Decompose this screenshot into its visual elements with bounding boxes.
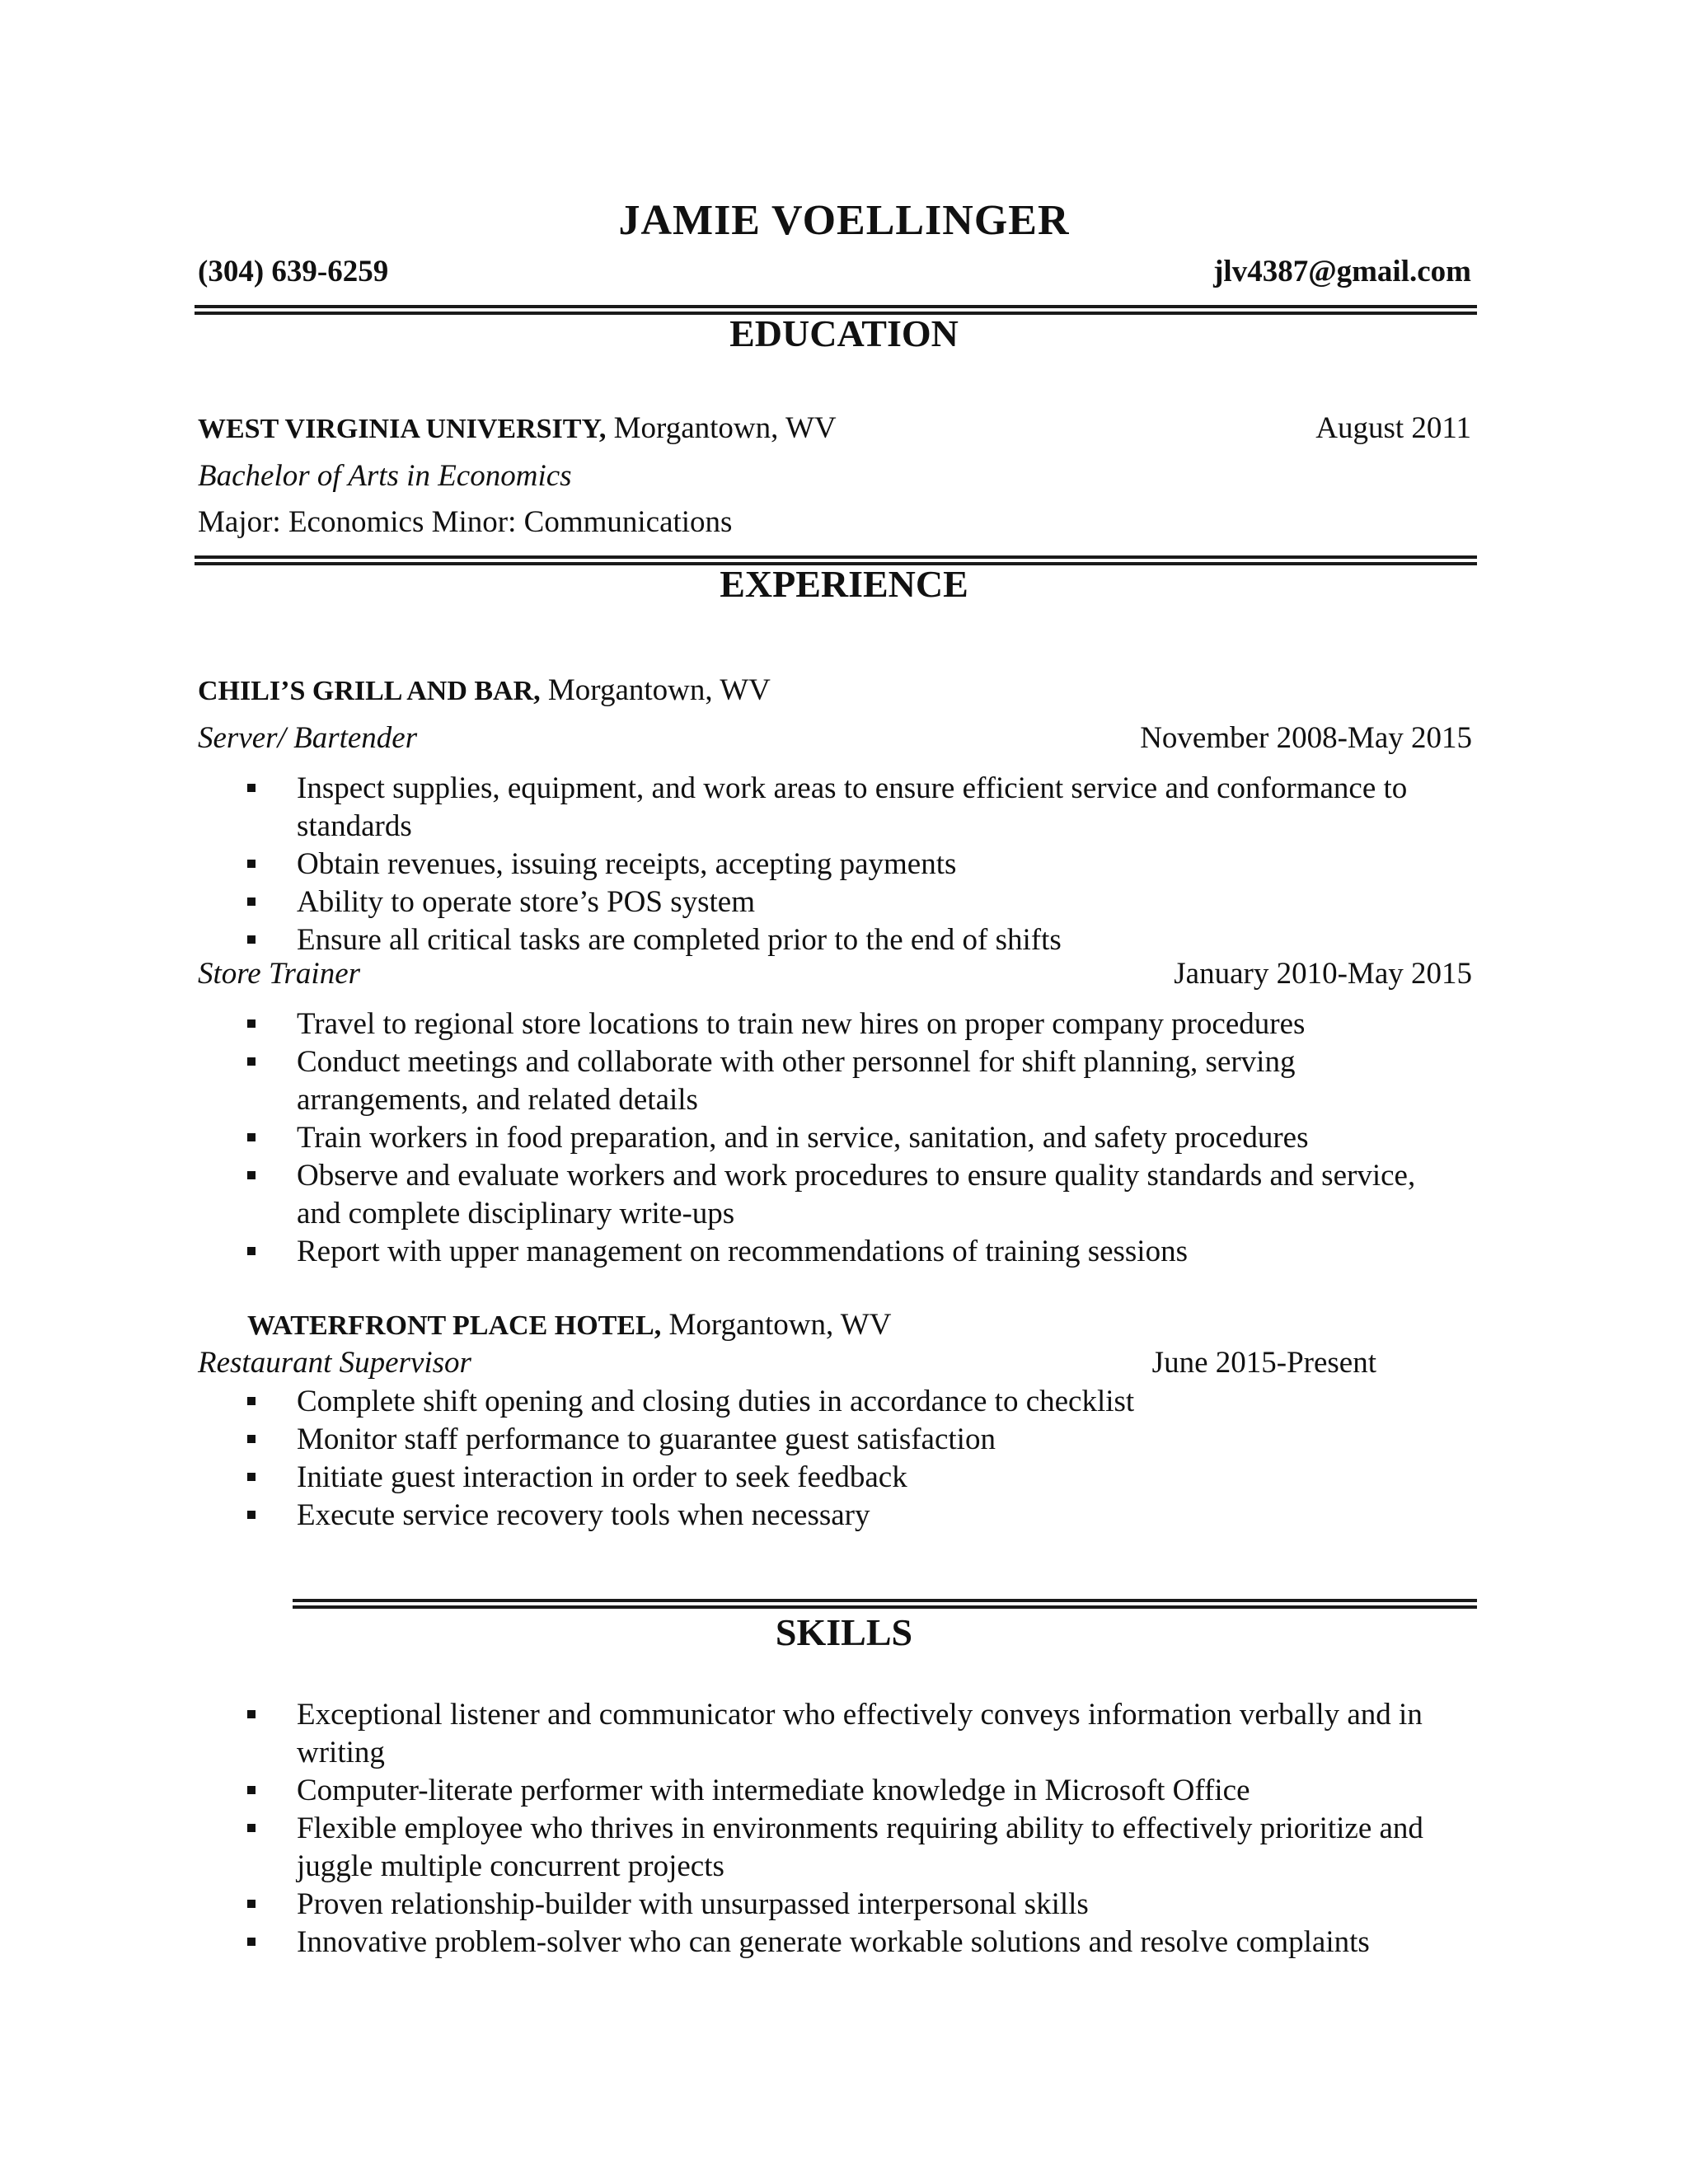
job-dates: January 2010-May 2015 [1174, 957, 1472, 991]
job-duties-list [198, 1005, 1434, 1271]
bullet-icon [247, 1247, 256, 1255]
list-item [198, 1810, 1479, 1886]
list-item [198, 883, 1467, 921]
duty-text: Conduct meetings and collaborate with other personnel for shift planning, serving arrangements, and related details [297, 1045, 1296, 1117]
bullet-icon [247, 1938, 256, 1946]
skill-text: Computer-literate performer with intermediate knowledge in Microsoft Office [297, 1774, 1250, 1807]
job-employer-line [247, 1307, 891, 1343]
job-duties-list [198, 770, 1467, 959]
duty-text: Obtain revenues, issuing receipts, accepting payments [297, 847, 957, 881]
list-item [198, 921, 1467, 959]
duty-text: Monitor staff performance to guarantee guest satisfaction [297, 1422, 996, 1456]
job-title: Restaurant Supervisor [198, 1346, 471, 1380]
list-item [198, 1886, 1479, 1924]
job-employer-line [198, 673, 771, 708]
degree: Bachelor of Arts in Economics [198, 459, 572, 493]
bullet-icon [247, 898, 256, 906]
list-item [198, 1497, 1467, 1535]
bullet-icon [247, 1511, 256, 1519]
bullet-icon [247, 935, 256, 944]
duty-text: Inspect supplies, equipment, and work areas to ensure efficient service and conformance to standards [297, 771, 1408, 843]
list-item [198, 1119, 1434, 1157]
list-item [198, 1924, 1479, 1961]
major-minor: Major: Economics Minor: Communications [198, 505, 733, 539]
job-title: Server/ Bartender [198, 721, 418, 755]
candidate-name: JAMIE VOELLINGER [618, 197, 1070, 244]
skills-list [198, 1696, 1479, 1961]
bullet-icon [247, 784, 256, 792]
bullet-icon [247, 1133, 256, 1141]
list-item [198, 1233, 1434, 1271]
education-school-line [198, 410, 837, 446]
list-item [198, 846, 1467, 883]
school-location: Morgantown, WV [606, 411, 837, 445]
skill-text: Proven relationship-builder with unsurpassed interpersonal skills [297, 1887, 1089, 1921]
duty-text: Execute service recovery tools when necessary [297, 1498, 870, 1532]
list-item [198, 1005, 1434, 1043]
list-item [198, 1383, 1467, 1421]
bullet-icon [247, 1900, 256, 1908]
bullet-icon [247, 1397, 256, 1405]
job-dates: November 2008-May 2015 [1140, 721, 1472, 755]
bullet-icon [247, 1435, 256, 1443]
list-item [198, 770, 1467, 846]
list-item [198, 1157, 1434, 1233]
duty-text: Ensure all critical tasks are completed prior to the end of shifts [297, 923, 1062, 957]
list-item [198, 1421, 1467, 1459]
bullet-icon [247, 1019, 256, 1028]
email-address: jlv4387@gmail.com [1213, 255, 1471, 288]
bullet-icon [247, 1824, 256, 1832]
duty-text: Complete shift opening and closing duties in accordance to checklist [297, 1385, 1135, 1418]
employer-name: CHILI’S GRILL AND BAR, [198, 676, 541, 706]
list-item [198, 1043, 1434, 1119]
duty-text: Train workers in food preparation, and in service, sanitation, and safety procedures [297, 1121, 1309, 1155]
duty-text: Ability to operate store’s POS system [297, 885, 755, 919]
bullet-icon [247, 1171, 256, 1179]
education-date: August 2011 [1315, 411, 1471, 445]
employer-name: WATERFRONT PLACE HOTEL, [247, 1310, 662, 1341]
duty-text: Observe and evaluate workers and work procedures to ensure quality standards and service, and complete disciplinary write-ups [297, 1159, 1416, 1230]
bullet-icon [247, 1057, 256, 1066]
skill-text: Exceptional listener and communicator who effectively conveys information verbally and in writing [297, 1698, 1423, 1769]
experience-divider [293, 1599, 1477, 1609]
skill-text: Flexible employee who thrives in environments requiring ability to effectively prioritize and juggle multiple concurrent projects [297, 1811, 1423, 1883]
job-title: Store Trainer [198, 957, 361, 991]
employer-location: Morgantown, WV [661, 1308, 892, 1342]
skills-heading: SKILLS [775, 1611, 913, 1653]
bullet-icon [247, 1710, 256, 1718]
list-item [198, 1772, 1479, 1810]
phone-number: (304) 639-6259 [198, 255, 389, 288]
skill-text: Innovative problem-solver who can generate workable solutions and resolve complaints [297, 1925, 1370, 1959]
education-heading: EDUCATION [729, 312, 959, 354]
duty-text: Travel to regional store locations to train new hires on proper company procedures [297, 1007, 1306, 1041]
bullet-icon [247, 1473, 256, 1481]
school-name: WEST VIRGINIA UNIVERSITY, [198, 414, 607, 444]
bullet-icon [247, 860, 256, 868]
job-duties-list [198, 1383, 1467, 1535]
bullet-icon [247, 1786, 256, 1794]
duty-text: Initiate guest interaction in order to seek feedback [297, 1460, 907, 1494]
job-dates: June 2015-Present [1151, 1346, 1376, 1380]
list-item [198, 1459, 1467, 1497]
list-item [198, 1696, 1479, 1772]
experience-heading: EXPERIENCE [720, 563, 968, 605]
duty-text: Report with upper management on recommendations of training sessions [297, 1235, 1188, 1268]
employer-location: Morgantown, WV [540, 673, 771, 707]
